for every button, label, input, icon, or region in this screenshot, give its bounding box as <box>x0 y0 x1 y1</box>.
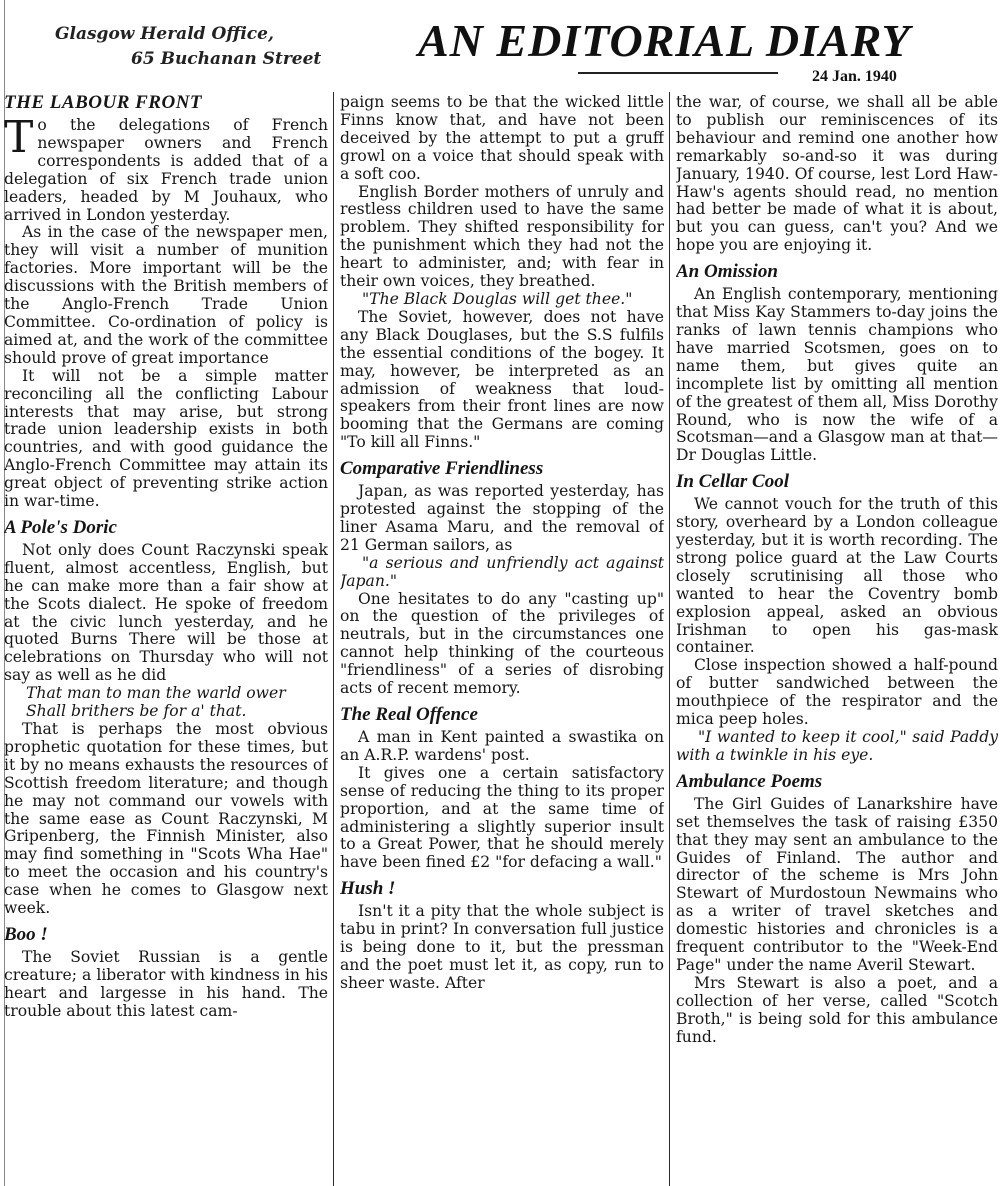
column-3 <box>676 94 998 1186</box>
paragraph: The Girl Guides of Lanarkshire have set themselves the task of raising £350 that they may sent an ambulance to the Guides of Finland. The author and director of the scheme is Mrs John Stewart of Murdostoun Newmains who as a writer of travel sketches and domestic histories and chronicles is a frequent contributor to the "Week-End Page" under the name Averil Stewart. <box>676 794 998 974</box>
paragraph: paign seems to be that the wicked little Finns know that, and have not been deceived by the attempt to put a gruff growl on a voice that should speak with a soft coo. <box>340 94 664 183</box>
office-line-1: Glasgow Herald Office, <box>55 24 274 44</box>
paragraph: It gives one a certain satisfactory sense of reducing the thing to its proper proportion, and at the same time of administering a slightly superior insult to a Great Power, that he should merely have been fined £2 "for defacing a wall." <box>340 763 664 872</box>
heading-poles-doric: A Pole's Doric <box>4 516 117 538</box>
column-1 <box>4 92 328 1186</box>
paragraph: We cannot vouch for the truth of this story, overheard by a London colleague yesterday, but it is worth recording. The strong police guard at the Law Courts closely scrutinising all those who wanted to hear the Coventry bomb explosion appeal, asked an obvious Irishman to open his gas-mask container. <box>676 495 998 657</box>
quote-line: "a serious and unfriendly act against Japan." <box>340 553 664 590</box>
heading-real-offence: The Real Offence <box>340 704 478 725</box>
masthead <box>0 0 1000 94</box>
date-stamp: 24 Jan. 1940 <box>812 68 897 85</box>
quote-line: Shall brithers be for a' that. <box>26 702 247 721</box>
quote-line: "I wanted to keep it cool," said Paddy with a twinkle in his eye. <box>676 728 998 764</box>
quote-line: That man to man the warld ower <box>26 684 286 703</box>
paragraph: English Border mothers of unruly and restless children used to have the same problem. They shifted responsibility for the punishment which they had not the heart to administer, and; with fear in their own voices, they breathed. <box>340 182 664 291</box>
page-title: AN EDITORIAL DIARY <box>418 15 911 66</box>
paragraph: It will not be a simple matter reconciling all the conflicting Labour interests that may arise, but strong trade union leadership exists in both countries, and with good guidance the Anglo-French Committee may attain its great object of preventing strike action in war-time. <box>4 366 328 511</box>
heading-boo: Boo ! <box>4 923 48 945</box>
paragraph: Close inspection showed a half-pound of butter sandwiched between the mouthpiece of the respirator and the mica peep holes. <box>676 656 998 729</box>
paragraph: The Soviet, however, does not have any Black Douglases, but the S.S fulfils the essential conditions of the bogey. It may, however, be interpreted as an admission of weakness that loud-speakers from their front lines are now booming that the Germans are coming "To kill all Finns." <box>340 307 664 452</box>
paragraph: A man in Kent painted a swastika on an A.R.P. wardens' post. <box>340 728 664 764</box>
heading-in-cellar-cool: In Cellar Cool <box>676 471 789 493</box>
heading-hush: Hush ! <box>340 878 396 900</box>
column-rule-2 <box>669 92 670 1186</box>
paragraph: Isn't it a pity that the whole subject is tabu in print? In conversation full justice is being done to it, but the pressman and the poet must let it, as copy, run to sheer waste. After <box>340 902 664 992</box>
heading-an-omission: An Omission <box>676 261 778 283</box>
paragraph: As in the case of the newspaper men, they will visit a number of munition factories. More important will be the discussions with the British members of the Anglo-French Trade Union Committee. Co-ordination of policy is aimed at, and the work of the committee should prove of great importance <box>4 223 328 367</box>
office-line-2: 65 Buchanan Street <box>131 49 322 69</box>
paragraph: Mrs Stewart is also a poet, and a collection of her verse, called "Scotch Broth," is being sold for this ambulance fund. <box>676 973 998 1046</box>
paragraph: The Soviet Russian is a gentle creature; a liberator with kindness in his heart and largesse in his hand. The trouble about this latest cam- <box>4 947 328 1020</box>
office-address <box>55 22 321 72</box>
heading-ambulance-poems: Ambulance Poems <box>676 770 823 792</box>
paragraph: One hesitates to do any "casting up" on the question of the privileges of neutrals, but in the circumstances one cannot help thinking of the courteous "friendliness" of a series of disrobing acts of recent memory. <box>340 589 664 698</box>
heading-comparative-friendliness: Comparative Friendliness <box>340 458 544 480</box>
paragraph: An English contemporary, mentioning that Miss Kay Stammers to-day joins the ranks of lawn tennis champions who have married Scotsmen, goes on to name them, but gives quite an incomplete list by omitting all mention of the greatest of them all, Miss Dorothy Round, who is now the wife of a Scotsman—and a Glasgow man at that—Dr Douglas Little. <box>676 285 998 465</box>
column-rule-1 <box>333 92 334 1186</box>
paragraph: Japan, as was reported yesterday, has protested against the stopping of the liner Asama Maru, and the removal of 21 German sailors, as <box>340 482 664 554</box>
paragraph: the war, of course, we shall all be able to publish our reminiscences of its behaviour and remind one another how remarkably so-and-so it was during January, 1940. Of course, lest Lord Haw-Haw's agents should read, no mention had better be made of what it is about, but you can guess, can't you? And we hope you are enjoying it. <box>676 94 998 255</box>
paragraph: To the delegations of French newspaper owners and French correspondents is added that of a delegation of six French trade union leaders, headed by M Jouhaux, who arrived in London yesterday. <box>4 112 328 224</box>
heading-labour-front: THE LABOUR FRONT <box>4 92 203 113</box>
title-underline <box>578 72 778 74</box>
paragraph: That is perhaps the most obvious prophetic quotation for these times, but it by no means exhausts the resources of Scottish freedom literature; and though he may not command our vowels with the same ease as Count Raczynski, M Gripenberg, the Finnish Minister, also may find something in "Scots Wha Hae" to meet the occasion and his country's case when he comes to Glasgow next week. <box>4 720 328 918</box>
quote-line: "The Black Douglas will get thee." <box>362 289 633 308</box>
paragraph: Not only does Count Raczynski speak fluent, almost accentless, English, but he can make more than a fair show at the Scots dialect. He spoke of freedom at the civic lunch yesterday, and he quoted Burns There will be those at celebrations on Thursday who will not say as well as he did <box>4 540 328 685</box>
column-2 <box>340 94 664 1186</box>
